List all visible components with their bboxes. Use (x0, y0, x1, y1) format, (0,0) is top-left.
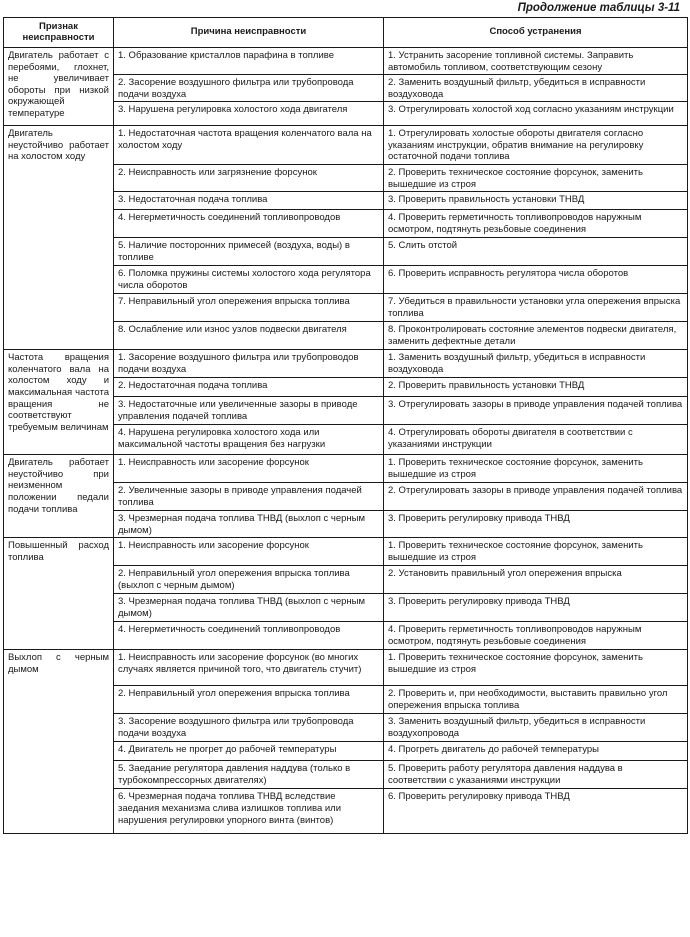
table-row (4, 650, 688, 686)
cause-cell: 1. Недостаточная частота вращения коленчатого вала на холостом ходу (114, 126, 384, 165)
cause-cell: 4. Негерметичность соединений топливопроводов (114, 210, 384, 238)
table-row (4, 126, 688, 165)
remedy-cell: 1. Заменить воздушный фильтр, убедиться в исправности воздуховода (384, 350, 688, 378)
remedy-cell: 1. Проверить техническое состояние форсунок, заменить вышедшие из строя (384, 455, 688, 483)
table-row (4, 538, 688, 566)
remedy-cell: 5. Проверить работу регулятора давления наддува в соответствии с указаниями инструкции (384, 761, 688, 789)
cause-cell: 3. Засорение воздушного фильтра или трубопровода подачи воздуха (114, 714, 384, 742)
cause-cell: 4. Нарушена регулировка холостого хода или максимальной частоты вращения без нагрузки (114, 425, 384, 455)
cause-cell: 7. Неправильный угол опережения впрыска топлива (114, 294, 384, 322)
cause-cell: 3. Недостаточные или увеличенные зазоры в приводе управления подачей топлива (114, 397, 384, 425)
remedy-cell: 4. Отрегулировать обороты двигателя в соответствии с указаниями инструкции (384, 425, 688, 455)
cause-cell: 3. Чрезмерная подача топлива ТНВД (выхлоп с черным дымом) (114, 511, 384, 538)
table-row (4, 48, 688, 75)
symptom-cell: Двигатель работает с перебоями, глохнет, не увеличивает обороты при низкой окружающей температуре (4, 48, 114, 126)
cause-cell: 5. Заедание регулятора давления наддува (только в турбокомпрессорных двигателях) (114, 761, 384, 789)
cause-cell: 6. Поломка пружины системы холостого хода регулятора числа оборотов (114, 266, 384, 294)
symptom-cell: Повышенный расход топлива (4, 538, 114, 650)
cause-cell: 1. Образование кристаллов парафина в топливе (114, 48, 384, 75)
cause-cell: 2. Неправильный угол опережения впрыска топлива (выхлоп с черным дымом) (114, 566, 384, 594)
cause-cell: 3. Чрезмерная подача топлива ТНВД (выхлоп с черным дымом) (114, 594, 384, 622)
header-remedy: Способ устранения (384, 18, 688, 48)
remedy-cell: 1. Отрегулировать холостые обороты двигателя согласно указаниям инструкции, обратив внимание на регулировку остаточной подачи топлива (384, 126, 688, 165)
symptom-cell: Выхлоп с черным дымом (4, 650, 114, 834)
remedy-cell: 6. Проверить исправность регулятора числа оборотов (384, 266, 688, 294)
cause-cell: 6. Чрезмерная подача топлива ТНВД вследствие заедания механизма слива излишков топлива или нарушения регулировки упорного винта (винтов) (114, 789, 384, 834)
remedy-cell: 2. Отрегулировать зазоры в приводе управления подачей топлива (384, 483, 688, 511)
remedy-cell: 6. Проверить регулировку привода ТНВД (384, 789, 688, 834)
cause-cell: 4. Двигатель не прогрет до рабочей температуры (114, 742, 384, 761)
remedy-cell: 4. Проверить герметичность топливопроводов наружным осмотром, подтянуть резьбовые соединения (384, 210, 688, 238)
cause-cell: 2. Увеличенные зазоры в приводе управления подачей топлива (114, 483, 384, 511)
symptom-cell: Двигатель работает неустойчиво при неизменном положении педали подачи топлива (4, 455, 114, 538)
remedy-cell: 2. Проверить правильность установки ТНВД (384, 378, 688, 397)
troubleshooting-table (3, 17, 688, 834)
cause-cell: 2. Засорение воздушного фильтра или трубопровода подачи воздуха (114, 75, 384, 102)
remedy-cell: 5. Слить отстой (384, 238, 688, 266)
cause-cell: 3. Нарушена регулировка холостого хода двигателя (114, 102, 384, 126)
remedy-cell: 7. Убедиться в правильности установки угла опережения впрыска топлива (384, 294, 688, 322)
table-row (4, 350, 688, 378)
remedy-cell: 4. Проверить герметичность топливопроводов наружным осмотром, подтянуть резьбовые соединения (384, 622, 688, 650)
remedy-cell: 2. Заменить воздушный фильтр, убедиться в исправности воздуховода (384, 75, 688, 102)
cause-cell: 2. Неисправность или загрязнение форсунок (114, 165, 384, 192)
header-cause: Причина неисправности (114, 18, 384, 48)
table-caption: Продолжение таблицы 3-11 (517, 2, 680, 14)
remedy-cell: 4. Прогреть двигатель до рабочей температуры (384, 742, 688, 761)
remedy-cell: 1. Проверить техническое состояние форсунок, заменить вышедшие из строя (384, 538, 688, 566)
remedy-cell: 8. Проконтролировать состояние элементов подвески двигателя, заменить дефектные детали (384, 322, 688, 350)
table-row (4, 455, 688, 483)
cause-cell: 5. Наличие посторонних примесей (воздуха, воды) в топливе (114, 238, 384, 266)
cause-cell: 2. Неправильный угол опережения впрыска топлива (114, 686, 384, 714)
remedy-cell: 2. Установить правильный угол опережения впрыска (384, 566, 688, 594)
remedy-cell: 1. Устранить засорение топливной системы. Заправить автомобиль топливом, соответствующим сезону (384, 48, 688, 75)
cause-cell: 2. Недостаточная подача топлива (114, 378, 384, 397)
remedy-cell: 3. Проверить правильность установки ТНВД (384, 192, 688, 210)
table-body (4, 48, 688, 834)
table-header-row (4, 18, 688, 48)
symptom-cell: Частота вращения коленчатого вала на холостом ходу и максимальная частота вращения не соответствуют требуемым величинам (4, 350, 114, 455)
remedy-cell: 3. Отрегулировать холостой ход согласно указаниям инструкции (384, 102, 688, 126)
remedy-cell: 3. Проверить регулировку привода ТНВД (384, 594, 688, 622)
cause-cell: 1. Неисправность или засорение форсунок (114, 455, 384, 483)
remedy-cell: 1. Проверить техническое состояние форсунок, заменить вышедшие из строя (384, 650, 688, 686)
cause-cell: 4. Негерметичность соединений топливопроводов (114, 622, 384, 650)
symptom-cell: Двигатель неустойчиво работает на холостом ходу (4, 126, 114, 350)
cause-cell: 1. Неисправность или засорение форсунок (во многих случаях является причиной того, что двигатель стучит) (114, 650, 384, 686)
remedy-cell: 3. Заменить воздушный фильтр, убедиться в исправности воздухопровода (384, 714, 688, 742)
cause-cell: 3. Недостаточная подача топлива (114, 192, 384, 210)
cause-cell: 1. Неисправность или засорение форсунок (114, 538, 384, 566)
cause-cell: 1. Засорение воздушного фильтра или трубопроводов подачи воздуха (114, 350, 384, 378)
remedy-cell: 2. Проверить техническое состояние форсунок, заменить вышедшие из строя (384, 165, 688, 192)
remedy-cell: 3. Проверить регулировку привода ТНВД (384, 511, 688, 538)
header-symptom: Признак неисправности (4, 18, 114, 48)
cause-cell: 8. Ослабление или износ узлов подвески двигателя (114, 322, 384, 350)
remedy-cell: 3. Отрегулировать зазоры в приводе управления подачей топлива (384, 397, 688, 425)
remedy-cell: 2. Проверить и, при необходимости, выставить правильно угол опережения впрыска топлива (384, 686, 688, 714)
